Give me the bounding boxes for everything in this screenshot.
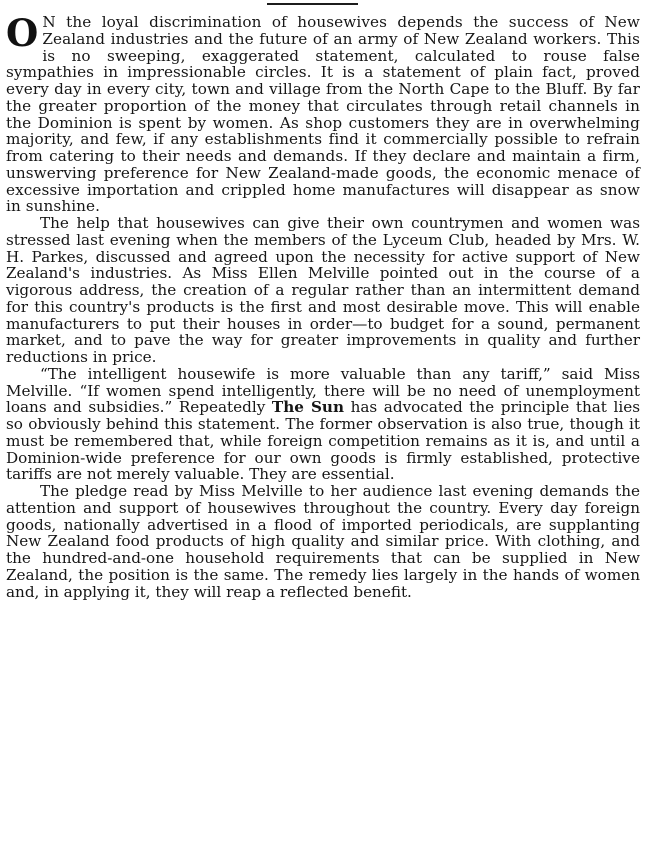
newspaper-name: The Sun <box>271 398 344 417</box>
top-rule <box>267 3 358 5</box>
paragraph-3 <box>6 366 640 483</box>
drop-cap: O <box>6 11 39 55</box>
paragraph-1-text: N the loyal discrimination of housewives depends the success of New Zealand industries and the future of an army of New Zealand workers. This is no sweeping, exaggerated statement, calculated to rouse false sympathies in impressionable circles. It is a statement of plain fact, proved every day in every city, town and village from the North Cape to the Bluff. By far the greater proportion of the money that circulates through retail channels in the Dominion is spent by women. As shop customers they are in overwhelming majority, and few, if any establishments find it commercially possible to refrain from catering to their needs and demands. If they declare and maintain a firm, unswerving preference for New Zealand-made goods, the economic menace of excessive importation and crippled home manufactures will disappear as snow in sunshine. <box>6 13 640 216</box>
paragraph-3-quote: “The intelligent housewife is more valuable than any tariff,” said Miss Melville. “If women spend intelligently, there will be no need of unemployment loans and subsidies.” Repeatedly <box>6 364 640 417</box>
paragraph-4: The pledge read by Miss Melville to her audience last evening demands the attention and support of housewives throughout the country. Every day foreign goods, nationally advertised in a flood of imported periodicals, are supplanting New Zealand food products of high quality and similar price. With clothing, and the hundred-and-one household requirements that can be supplied in New Zealand, the position is the same. The remedy lies largely in the hands of women and, in applying it, they will reap a reflected benefit. <box>6 482 640 601</box>
paragraph-3-rest: has advocated the principle that lies so obviously behind this statement. The former observation is also true, though it must be remembered that, while foreign competition remains as it is, and until a Dominion-wide preference for our own goods is firmly established, protective tariffs are not merely valuable. They are essential. <box>6 398 640 484</box>
paragraph-2: The help that housewives can give their own countrymen and women was stressed last evening when the members of the Lyceum Club, headed by Mrs. W. H. Parkes, discussed and agreed upon the necessity for active support of New Zealand's industries. As Miss Ellen Melville pointed out in the course of a vigorous address, the creation of a regular rather than an intermittent demand for this country's products is the first and most desirable move. This will enable manufacturers to put their houses in order—to budget for a sound, permanent market, and to pave the way for greater improvements in quality and further reductions in price. <box>6 214 640 366</box>
paragraph-1 <box>6 11 640 216</box>
